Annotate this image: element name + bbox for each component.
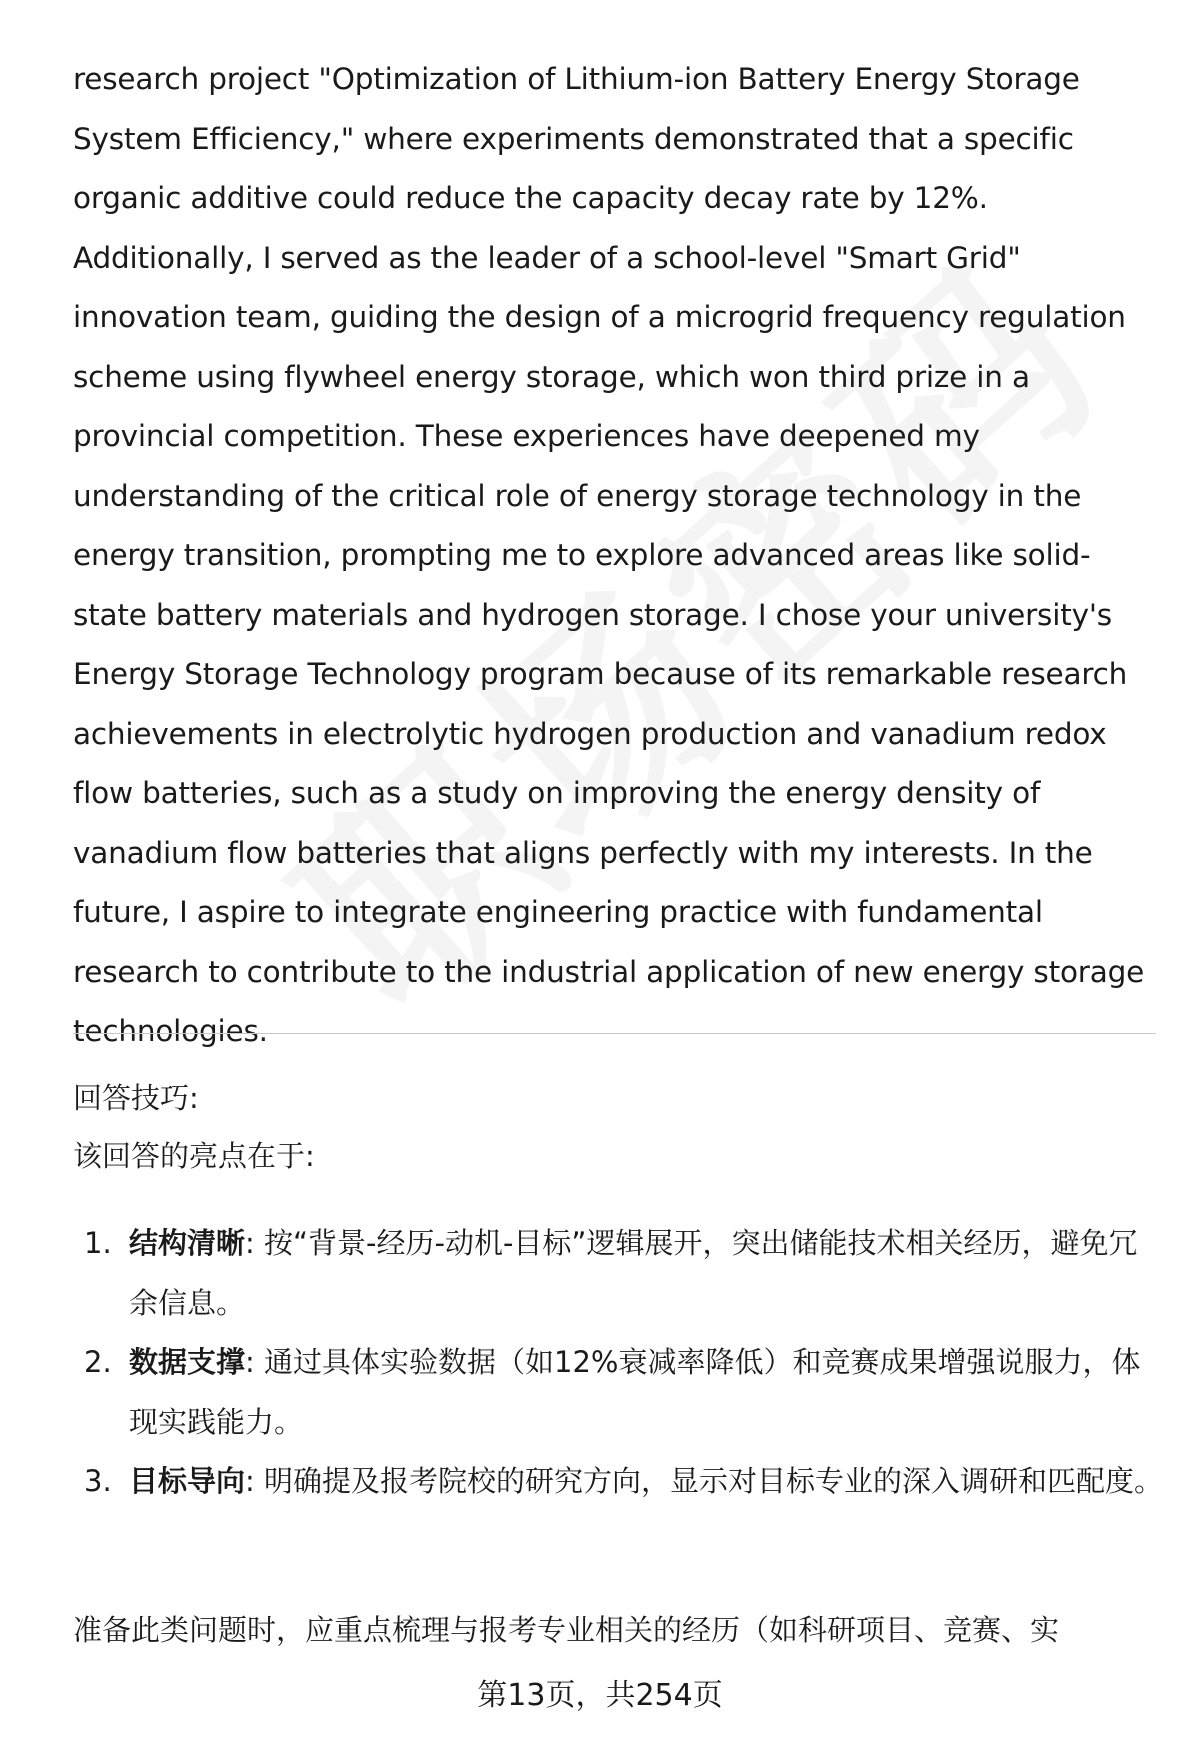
- tip-text: : 明确提及报考院校的研究方向，显示对目标专业的深入调研和匹配度。: [245, 1464, 1164, 1498]
- closing-text: 准备此类问题时，应重点梳理与报考专业相关的经历（如科研项目、竞赛、实: [73, 1613, 1060, 1647]
- tip-item: [73, 1452, 1163, 1512]
- tips-heading: 回答技巧:: [73, 1081, 199, 1115]
- section-divider: [73, 1033, 1156, 1034]
- tip-title: 数据支撑: [129, 1345, 246, 1379]
- tip-number: 2.: [84, 1345, 112, 1379]
- tip-title: 目标导向: [129, 1464, 246, 1498]
- tip-item: [73, 1214, 1163, 1333]
- tip-text: : 按“背景-经历-动机-目标”逻辑展开，突出储能技术相关经历，避免冗余信息。: [129, 1226, 1138, 1320]
- tips-intro: 该回答的亮点在于:: [73, 1139, 315, 1173]
- body-paragraph: research project "Optimization of Lithium-ion Battery Energy Storage System Efficiency," where experiments demonstrated that a specific organic additive could reduce the capacity decay rate by 12%. Additionally, I served as the leader of a school-level "Smart Grid" innovation team, guiding the design of a microgrid frequency regulation scheme using flywheel energy storage, which won third prize in a provincial competition. These experiences have deepened my understanding of the critical role of energy storage technology in the energy transition, prompting me to explore advanced areas like solid-state battery materials and hydrogen storage. I chose your university's Energy Storage Technology program because of its remarkable research achievements in electrolytic hydrogen production and vanadium redox flow batteries, such as a study on improving the energy density of vanadium flow batteries that aligns perfectly with my interests. In the future, I aspire to integrate engineering practice with fundamental research to contribute to the industrial application of new energy storage technologies.: [73, 62, 1145, 1048]
- tip-item: [73, 1333, 1163, 1452]
- tip-title: 结构清晰: [129, 1226, 246, 1260]
- tip-text: : 通过具体实验数据（如12%衰减率降低）和竞赛成果增强说服力，体现实践能力。: [129, 1345, 1141, 1439]
- tip-number: 3.: [84, 1464, 112, 1498]
- page-number: 第13页，共254页: [477, 1678, 723, 1713]
- tip-number: 1.: [84, 1226, 112, 1260]
- tips-list: [73, 1214, 1163, 1512]
